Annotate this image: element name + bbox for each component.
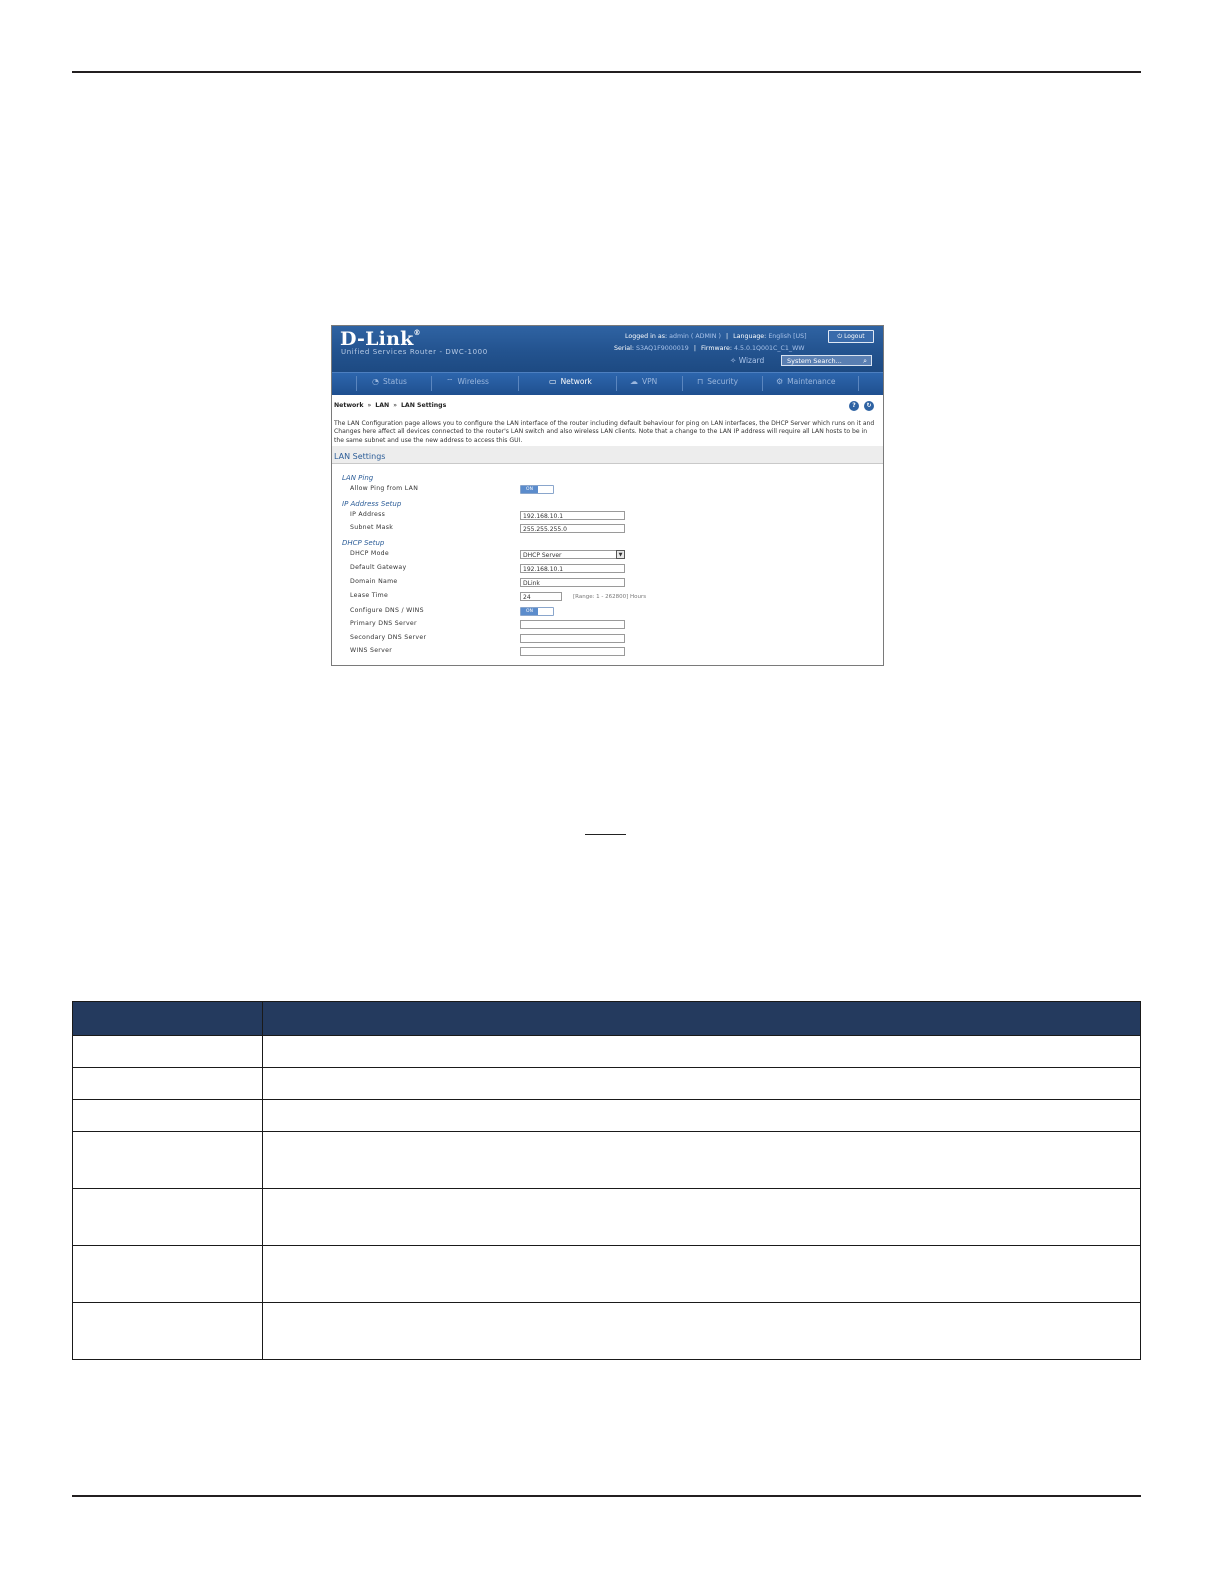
primary-dns-label: Primary DNS Server [350, 620, 417, 627]
monitor-icon: ▭ [549, 377, 557, 386]
secondary-dns-input[interactable] [520, 634, 625, 643]
wins-server-input[interactable] [520, 647, 625, 656]
breadcrumb: Network » LAN » LAN Settings [334, 402, 447, 409]
nav-vpn[interactable]: ☁ VPN [630, 377, 658, 386]
table-row [73, 1068, 1141, 1100]
primary-dns-input[interactable] [520, 620, 625, 629]
breadcrumb-lan-settings: LAN Settings [400, 402, 447, 409]
dhcp-mode-select[interactable]: DHCP Server ▼ [520, 550, 625, 559]
subnet-mask-input[interactable]: 255.255.255.0 [520, 524, 625, 533]
page-description: The LAN Configuration page allows you to configure the LAN interface of the router including default behaviour for ping on LAN interfaces, the DHCP Server which runs on it and Changes here affect all devices connected to the router's LAN switch and also wireless LAN clients. Note that a change to the LAN IP address will require all LAN hosts to be in the same subnet and use the new address to access this GUI. [334, 420, 875, 444]
nav-network[interactable]: ▭ Network [549, 377, 592, 386]
lease-time-label: Lease Time [350, 592, 389, 599]
group-ip-setup: IP Address Setup [342, 500, 402, 508]
device-info: Serial: S3AQ1F9000019 | Firmware: 4.5.0.1Q001C_C1_WW [614, 345, 805, 352]
section-title: LAN Settings [334, 452, 386, 461]
nav-security[interactable]: ⊓ Security [697, 377, 739, 386]
domain-name-input[interactable]: DLink [520, 578, 625, 587]
wand-icon: ✧ [730, 356, 737, 365]
login-info: Logged in as: admin ( ADMIN ) | Language: English [US] [625, 333, 807, 340]
group-dhcp-setup: DHCP Setup [342, 539, 385, 547]
table-row [73, 1246, 1141, 1303]
ip-address-input[interactable]: 192.168.10.1 [520, 511, 625, 520]
table-row [73, 1189, 1141, 1246]
allow-ping-label: Allow Ping from LAN [350, 485, 419, 492]
table-row [73, 1132, 1141, 1189]
speedometer-icon: ◔ [372, 377, 379, 386]
main-nav [332, 372, 883, 395]
header-rule [72, 71, 1141, 73]
table-row [73, 1303, 1141, 1360]
ip-address-label: IP Address [350, 511, 386, 518]
table-header-cell [263, 1002, 1141, 1036]
power-icon: ⏻ [837, 333, 843, 340]
footer-rule [72, 1495, 1141, 1497]
nav-wireless[interactable]: ⌔ Wireless [446, 377, 489, 386]
allow-ping-toggle[interactable]: ON [520, 485, 554, 494]
lease-time-range: [Range: 1 - 262800] Hours [573, 594, 647, 600]
lease-time-input[interactable]: 24 [520, 592, 562, 601]
wins-server-label: WINS Server [350, 647, 393, 654]
lock-icon: ⊓ [697, 377, 704, 386]
firmware-version: 4.5.0.1Q001C_C1_WW [733, 345, 805, 352]
serial-number: S3AQ1F9000019 [635, 345, 689, 352]
logged-in-user: admin ( ADMIN ) [669, 333, 721, 340]
router-screenshot [331, 325, 884, 666]
underline-mark [585, 834, 626, 835]
domain-name-label: Domain Name [350, 578, 398, 585]
refresh-icon[interactable]: ↻ [864, 401, 874, 411]
table-row [73, 1100, 1141, 1132]
router-header [332, 326, 883, 372]
search-icon: ⌕ [863, 357, 867, 365]
table-header-row [73, 1002, 1141, 1036]
subnet-mask-label: Subnet Mask [350, 524, 394, 531]
wifi-icon: ⌔ [446, 377, 454, 386]
language-selector[interactable]: English [US] [768, 333, 807, 340]
gears-icon: ⚙ [776, 377, 784, 386]
table-row [73, 1036, 1141, 1068]
default-gateway-label: Default Gateway [350, 564, 407, 571]
configure-dns-label: Configure DNS / WINS [350, 607, 424, 614]
wizard-link[interactable]: ✧ Wizard [730, 356, 765, 365]
breadcrumb-network[interactable]: Network [334, 402, 364, 409]
default-gateway-input[interactable]: 192.168.10.1 [520, 564, 625, 573]
section-bar [332, 446, 883, 464]
dhcp-mode-label: DHCP Mode [350, 550, 389, 557]
breadcrumb-lan[interactable]: LAN [375, 402, 390, 409]
group-lan-ping: LAN Ping [342, 474, 374, 482]
chevron-down-icon: ▼ [616, 550, 625, 559]
system-search-input[interactable]: System Search... ⌕ [781, 355, 872, 366]
cloud-icon: ☁ [630, 377, 638, 386]
help-icon[interactable]: ? [849, 401, 859, 411]
logout-button[interactable]: ⏻ Logout [828, 330, 874, 343]
configure-dns-toggle[interactable]: ON [520, 607, 554, 616]
secondary-dns-label: Secondary DNS Server [350, 634, 427, 641]
nav-maintenance[interactable]: ⚙ Maintenance [776, 377, 836, 386]
settings-table [72, 1001, 1141, 1360]
router-subtitle: Unified Services Router - DWC-1000 [341, 348, 488, 356]
table-header-cell [73, 1002, 263, 1036]
dlink-logo: D-Link® [340, 328, 421, 350]
nav-status[interactable]: ◔ Status [372, 377, 407, 386]
